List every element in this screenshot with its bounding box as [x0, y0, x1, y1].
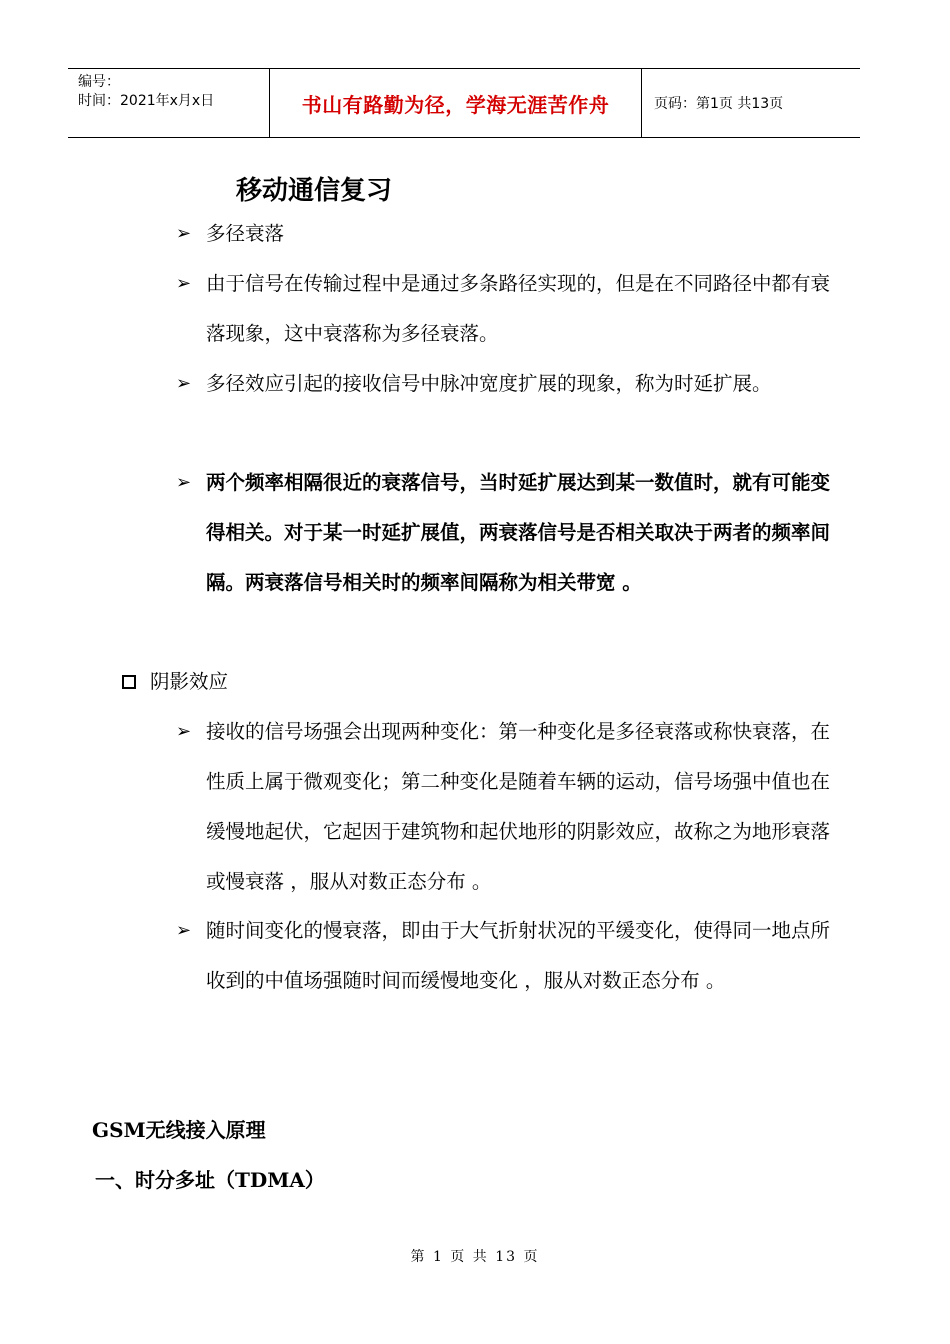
- bullet-item: 由于信号在传输过程中是通过多条路径实现的，但是在不同路径中都有衰落现象，这中衰落称为多径衰落。: [206, 272, 831, 345]
- arrow-bullet-icon: ➢: [176, 223, 192, 244]
- bullet-item-bold: 两个频率相隔很近的衰落信号，当时延扩展达到某一数值时，就有可能变得相关。对于某一时延扩展值，两衰落信号是否相关取决于两者的频率间隔。两衰落信号相关时的频率间隔称为相关带宽 。: [206, 471, 831, 594]
- serial-label: 编号：: [78, 74, 120, 90]
- header-page-info: 页码：第1页 共13页: [654, 96, 784, 112]
- bullet-item: 多径衰落: [206, 222, 285, 245]
- bullet-item: 多径效应引起的接收信号中脉冲宽度扩展的现象，称为时延扩展。: [206, 372, 772, 395]
- bullet-item: 随时间变化的慢衰落，即由于大气折射状况的平缓变化，使得同一地点所收到的中值场强随时间而缓慢地变化 ，服从对数正态分布 。: [206, 919, 831, 992]
- document-header: [68, 68, 860, 138]
- arrow-bullet-icon: ➢: [176, 273, 192, 294]
- time-label: 时间：2021年x月x日: [78, 93, 215, 109]
- heading-gsm: GSM无线接入原理: [92, 1118, 266, 1142]
- square-bullet-icon: [122, 675, 136, 689]
- arrow-bullet-icon: ➢: [176, 721, 192, 742]
- arrow-bullet-icon: ➢: [176, 472, 192, 493]
- arrow-bullet-icon: ➢: [176, 920, 192, 941]
- header-motto: 书山有路勤为径，学海无涯苦作舟: [270, 69, 642, 137]
- subsection-heading: 阴影效应: [150, 670, 229, 693]
- arrow-bullet-icon: ➢: [176, 373, 192, 394]
- document-title: 移动通信复习: [236, 176, 393, 206]
- header-left-cell: [68, 69, 270, 137]
- page-footer: 第 1 页 共 13 页: [410, 1249, 540, 1265]
- bullet-item: 接收的信号场强会出现两种变化：第一种变化是多径衰落或称快衰落，在性质上属于微观变化；第二种变化是随着车辆的运动，信号场强中值也在缓慢地起伏，它起因于建筑物和起伏地形的阴影效应，故称之为地形衰落或慢衰落 ，服从对数正态分布 。: [206, 720, 831, 893]
- heading-tdma: 一、时分多址（TDMA）: [95, 1168, 325, 1192]
